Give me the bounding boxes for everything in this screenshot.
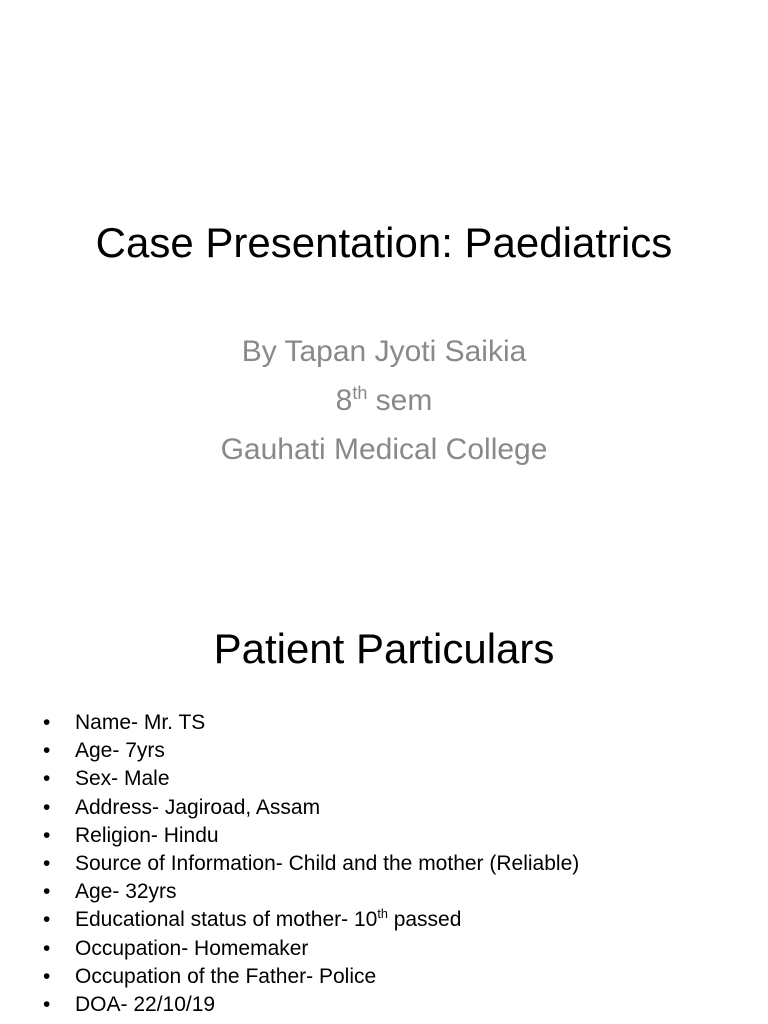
bullet-text: Religion- Hindu — [75, 823, 219, 847]
bullet-marker: • — [43, 739, 51, 763]
bullet-text: Age- 7yrs — [75, 739, 165, 763]
bullet-item-age — [0, 737, 768, 765]
bullet-item-sex — [0, 765, 768, 793]
slide-patient-particulars — [0, 576, 768, 1024]
bullet-item-religion — [0, 822, 768, 850]
bullet-text: Occupation- Homemaker — [75, 936, 309, 960]
bullet-text: Age- 32yrs — [75, 880, 177, 904]
slide-subtitle — [0, 327, 768, 474]
slide-title-heading: Case Presentation: Paediatrics — [95, 219, 673, 266]
bullet-item-source — [0, 850, 768, 878]
bullet-item-doa — [0, 991, 768, 1019]
bullet-marker: • — [43, 880, 51, 904]
bullet-item-name — [0, 709, 768, 737]
bullet-marker: • — [43, 767, 51, 791]
bullet-marker: • — [43, 908, 51, 932]
semester-ordinal-suffix: th — [352, 383, 368, 403]
education-text-end: passed — [387, 908, 462, 932]
bullet-marker: • — [43, 823, 51, 847]
bullet-item-father-occupation — [0, 963, 768, 991]
bullet-text: Sex- Male — [75, 767, 170, 791]
bullet-text: Name- Mr. TS — [75, 711, 206, 734]
bullet-marker: • — [43, 795, 51, 819]
bullet-list — [0, 709, 768, 1019]
bullet-item-address — [0, 794, 768, 822]
bullet-text: Source of Information- Child and the mother (Reliable) — [75, 851, 580, 875]
slide-heading: Patient Particulars — [213, 625, 555, 672]
education-text: Educational status of mother- 10 — [75, 908, 378, 932]
bullet-marker: • — [43, 851, 51, 875]
bullet-marker: • — [43, 936, 51, 960]
bullet-item-occupation — [0, 935, 768, 963]
bullet-marker: • — [43, 964, 51, 988]
bullet-marker: • — [43, 711, 51, 734]
subtitle-semester — [0, 376, 768, 425]
bullet-text: Occupation of the Father- Police — [75, 964, 377, 988]
bullet-text — [75, 906, 461, 934]
education-ordinal-suffix: th — [377, 907, 388, 922]
subtitle-author: By Tapan Jyoti Saikia — [241, 335, 527, 368]
subtitle-college: Gauhati Medical College — [220, 433, 548, 466]
bullet-text: DOA- 22/10/19 — [75, 992, 216, 1016]
bullet-text: Address- Jagiroad, Assam — [75, 795, 321, 819]
bullet-marker: • — [43, 992, 51, 1016]
semester-number: 8 — [335, 384, 353, 417]
bullet-item-mother-age — [0, 878, 768, 906]
semester-label: sem — [367, 384, 433, 417]
bullet-item-education — [0, 906, 768, 934]
